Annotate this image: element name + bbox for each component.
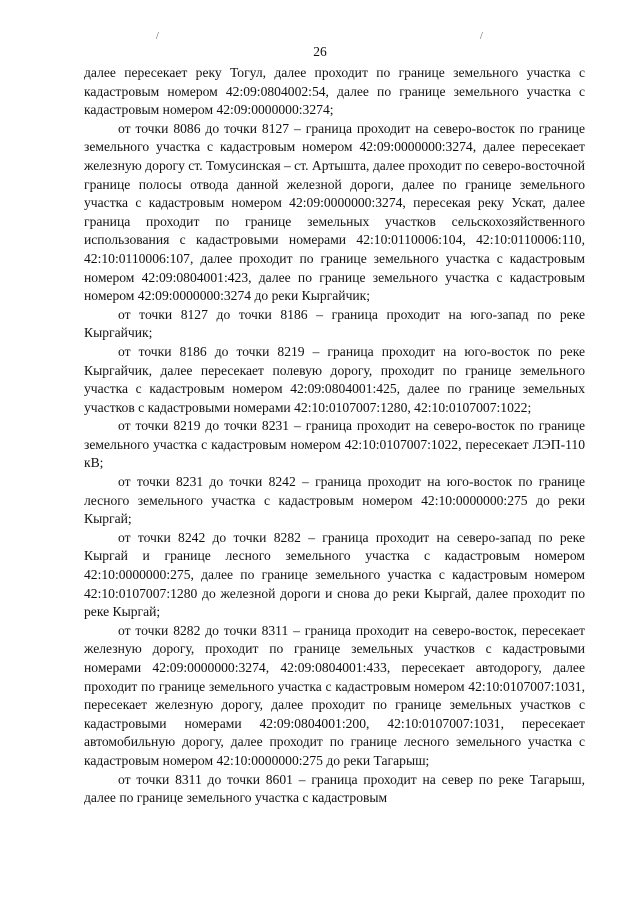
scan-mark-left: / — [156, 31, 159, 42]
paragraph-8219-8231: от точки 8219 до точки 8231 – граница проходит на северо-восток по границе земельного участка с кадастровым номером 42:10:0107007:1022, пересекает ЛЭП-110 кВ; — [84, 418, 585, 471]
scan-mark-right: / — [480, 31, 483, 42]
paragraph-8086-8127: от точки 8086 до точки 8127 – граница проходит на северо-восток по границе земельного участка с кадастровым номером 42:09:0000000:3274, далее пересекает железную дорогу ст. Томусинская – ст. Артышта, далее проходит по северо-восточной границе полосы отвода данной железной дороги, далее по границе земельного участка с кадастровым номером 42:09:0000000:3274, пересекая реку Ускат, далее граница проходит по границе земельных участков сельскохозяйственного использования с кадастровыми номерами 42:10:0110006:104, 42:10:0110006:110, 42:10:0110006:107, далее проходит по границе земельного участка с кадастровым номером 42:09:0804001:423, далее по границе земельного участка с кадастровым номером 42:09:0000000:3274 до реки Кыргайчик; — [84, 120, 585, 304]
paragraph-8242-8282: от точки 8242 до точки 8282 – граница проходит на северо-запад по реке Кыргай и границе лесного земельного участка с кадастровым номером 42:10:0000000:275, далее по границе земельного участка с кадастровым номером 42:10:0107007:1280 до железной дороги и снова до реки Кыргай, далее проходит по реке Кыргай; — [84, 529, 585, 620]
page-number: 26 — [313, 44, 327, 59]
paragraph-8282-8311: от точки 8282 до точки 8311 – граница проходит на северо-восток, пересекает железную дорогу, проходит по границе земельных участков с кадастровыми номерами 42:09:0000000:3274, 42:09:0804001:433, пересекает автодорогу, далее проходит по границе земельного участка с кадастровым номером 42:10:0107007:1031, пересекает железную дорогу, далее проходит по границе земельных участков с кадастровыми номерами 42:09:0804001:200, 42:10:0107007:1031, пересекает автомобильную дорогу, далее проходит по границе лесного земельного участка с кадастровым номером 42:10:0000000:275 до реки Тагарыш; — [84, 622, 585, 768]
paragraph-8311-8601: от точки 8311 до точки 8601 – граница проходит на север по реке Тагарыш, далее по границе земельного участка с кадастровым — [84, 771, 585, 806]
paragraph-8231-8242: от точки 8231 до точки 8242 – граница проходит на юго-восток по границе лесного земельного участка с кадастровым номером 42:10:0000000:275 до реки Кыргай; — [84, 474, 585, 527]
paragraph-continuation: далее пересекает реку Тогул, далее проходит по границе земельного участка с кадастровым номером 42:09:0804002:54, далее по границе земельного участка с кадастровым номером 42:09:0000000:3274; — [84, 65, 585, 118]
body-text — [84, 64, 585, 808]
paragraph-8127-8186: от точки 8127 до точки 8186 – граница проходит на юго-запад по реке Кыргайчик; — [84, 306, 585, 341]
paragraph-8186-8219: от точки 8186 до точки 8219 – граница проходит на юго-восток по реке Кыргайчик, далее пересекает полевую дорогу, проходит по границе земельного участка с кадастровым номером 42:09:0804001:425, далее по границе земельных участков с кадастровыми номерами 42:10:0107007:1280, 42:10:0107007:1022; — [84, 343, 585, 415]
